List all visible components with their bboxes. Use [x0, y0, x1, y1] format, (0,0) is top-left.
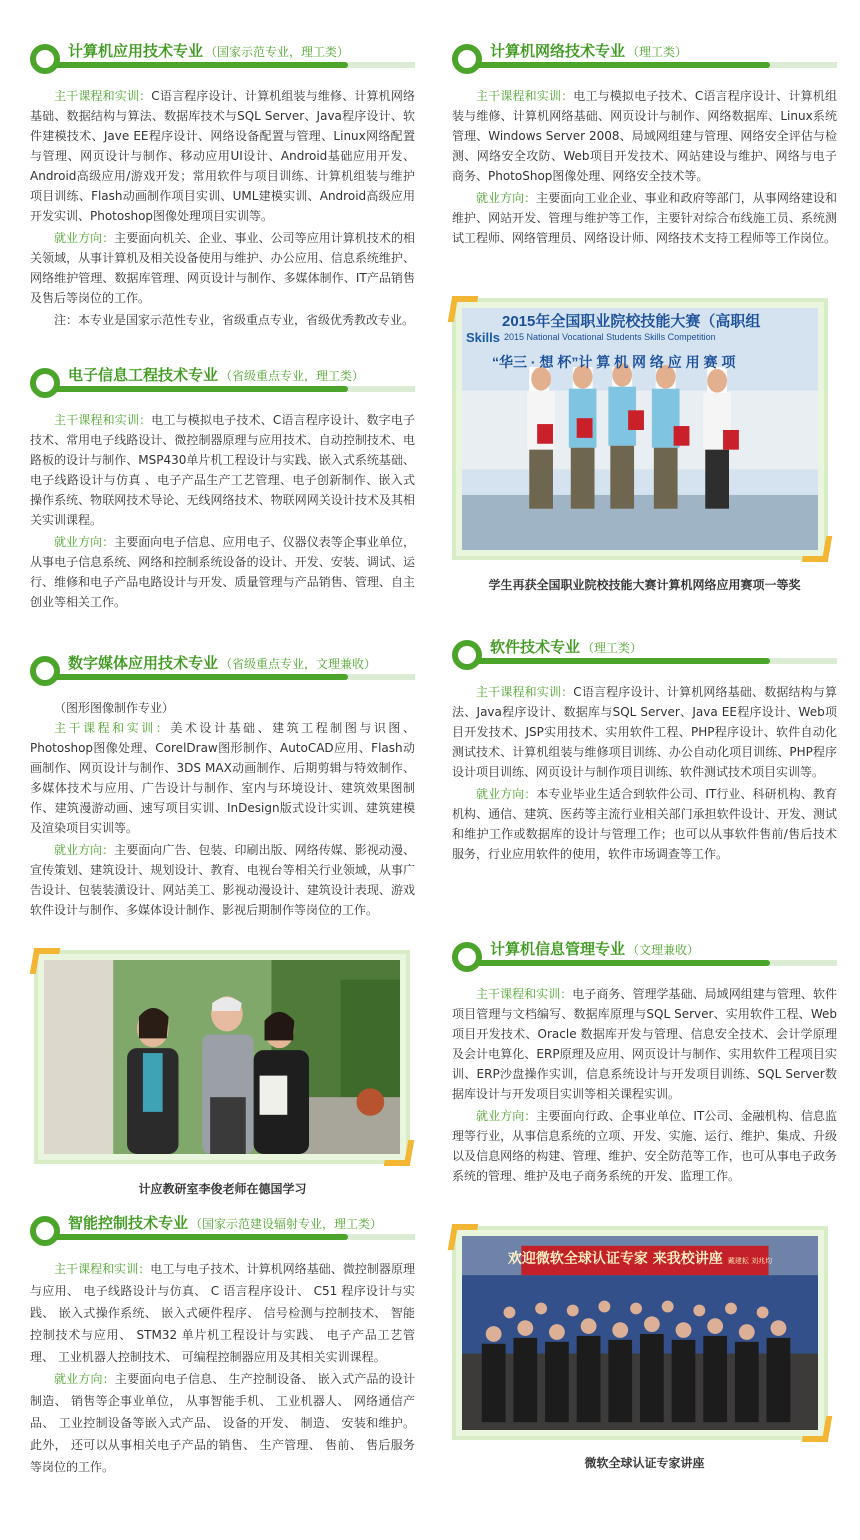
ring-icon — [452, 44, 482, 74]
section-note: （国家示范专业，理工类） — [205, 45, 350, 59]
section-heading — [30, 652, 415, 692]
section-intelligent-control — [30, 1212, 415, 1478]
section-title: 智能控制技术专业 — [68, 1214, 189, 1232]
photo-image — [462, 308, 818, 550]
photo-image — [462, 1236, 818, 1430]
ring-icon — [30, 656, 60, 686]
section-title: 软件技术专业 — [490, 638, 581, 656]
heading-bar — [470, 62, 770, 68]
job-label: 就业方向： — [54, 535, 115, 549]
job-label: 就业方向： — [54, 231, 115, 245]
competition-banner-english: 2015 National Vocational Students Skills Competition — [504, 332, 716, 342]
course-label: 主干课程和实训： — [54, 413, 152, 427]
section-note: （国家示范建设辐射专业，理工类） — [190, 1217, 383, 1231]
section-info-management — [452, 938, 837, 1186]
heading-text — [68, 652, 376, 673]
job-text: 主要面向行政、企事业单位、IT公司、金融机构、信息监理等行业，从事信息系统的立项、开发、实施、运行、维护、集成、升级以及信息网络的构建、管理、维护、安全防范等工作，也可从事电子政务系统的管理、维护及电子商务系统的开发、监理工作。 — [452, 1109, 837, 1183]
job-label: 就业方向： — [476, 191, 537, 205]
course-label: 主干课程和实训： — [54, 89, 152, 103]
note-text: 注：本专业是国家示范性专业，省级重点专业，省级优秀教改专业。 — [54, 313, 415, 327]
section-title: 计算机应用技术专业 — [68, 42, 204, 60]
section-body — [30, 698, 415, 920]
section-body — [30, 410, 415, 612]
heading-text — [490, 938, 699, 959]
ring-icon — [30, 1216, 60, 1246]
course-text: C语言程序设计、计算机组装与维修、计算机网络基础、数据结构与算法、数据库技术与SQL Server、Java程序设计、软件建模技术、Jave EE程序设计、网络设备配置与管理、Linux网络配置与管理、网页设计与制作、移动应用UI设计、Android基础应用开发、Android高级应用/游戏开发；常用软件与项目训练、计算机组装与维护项目训练、Flash动画制作项目实训、UML建模实训、Android高级应用开发实训、Photoshop图像处理项目实训等。 — [30, 89, 415, 223]
photo-microsoft-lecture — [452, 1226, 828, 1440]
section-note: （文理兼收） — [627, 943, 700, 957]
section-subtitle: （图形图像制作专业） — [54, 701, 175, 715]
section-title: 电子信息工程技术专业 — [68, 366, 219, 384]
course-label: 主干课程和实训： — [54, 721, 171, 735]
section-body — [452, 682, 837, 864]
section-body — [30, 1258, 415, 1478]
heading-text — [490, 636, 642, 657]
course-label: 主干课程和实训： — [476, 89, 574, 103]
section-digital-media — [30, 652, 415, 920]
photo-competition — [452, 298, 828, 560]
competition-banner-title: 2015年全国职业院校技能大赛（高职组 — [502, 313, 761, 330]
heading-bar — [48, 674, 348, 680]
heading-text — [68, 1212, 382, 1233]
section-heading — [30, 1212, 415, 1252]
heading-bar — [48, 386, 348, 392]
section-note: （理工类） — [582, 641, 643, 655]
course-text: C语言程序设计、计算机网络基础、数据结构与算法、Java程序设计、数据库与SQL Server、Java EE程序设计、Web项目开发技术、JSP实用技术、实用软件工程、PHP程序设计、软件自动化测试技术、计算机组装与维修项目训练、办公自动化项目训练、PHP程序设计项目训练、网页设计与制作项目训练、软件测试技术项目实训等。 — [452, 685, 837, 779]
heading-bar — [470, 960, 770, 966]
job-text: 主要面向电子信息、 生产控制设备、 嵌入式产品的设计制造、 销售等企事业单位， 从事智能手机、 工业机器人、 网络通信产品、 工业控制设备等嵌入式产品、 设备的开发、 制造、 安装和维护。 此外， 还可以从事相关电子产品的销售、 生产管理、 售前、 售后服务等岗位的工作。 — [30, 1372, 415, 1474]
section-computer-application — [30, 40, 415, 330]
heading-text — [68, 364, 364, 385]
photo-caption: 微软全球认证专家讲座 — [584, 1456, 705, 1470]
section-electronic-info — [30, 364, 415, 612]
photo-caption: 计应教研室李俊老师在德国学习 — [138, 1182, 307, 1196]
heading-bar — [48, 62, 348, 68]
section-heading — [30, 40, 415, 80]
course-label: 主干课程和实训： — [476, 987, 573, 1001]
course-label: 主干课程和实训： — [54, 1262, 151, 1276]
section-heading — [452, 40, 837, 80]
ring-icon — [452, 942, 482, 972]
section-note: （省级重点专业，文理兼收） — [220, 657, 377, 671]
section-title: 数字媒体应用技术专业 — [68, 654, 219, 672]
microsoft-banner-small: 戴建耘 刘兆均 — [727, 1257, 773, 1265]
microsoft-banner: 欢迎微软全球认证专家 来我校讲座 — [507, 1251, 723, 1267]
job-label: 就业方向： — [54, 1372, 115, 1386]
section-software — [452, 636, 837, 864]
section-body — [452, 984, 837, 1186]
ring-icon — [30, 44, 60, 74]
job-text: 主要面向工业企业、事业和政府等部门，从事网络建设和维护、网站开发、管理与维护等工作，主要针对综合布线施工员、系统测试工程师、网络管理员、网络设计师、网络技术支持工程师等工作岗位。 — [452, 191, 837, 245]
heading-bar — [48, 1234, 348, 1240]
photo-teacher-germany — [34, 950, 410, 1164]
section-title: 计算机信息管理专业 — [490, 940, 626, 958]
section-heading — [452, 636, 837, 676]
ring-icon — [30, 368, 60, 398]
section-note: （理工类） — [627, 45, 688, 59]
job-text: 主要面向机关、企业、事业、公司等应用计算机技术的相关领域，从事计算机及相关设备使用与维护、办公应用、信息系统维护、网络维护管理、数据库管理、网页设计与制作、多媒体制作、IT产品销售及售后等岗位的工作。 — [30, 231, 415, 305]
section-body — [30, 86, 415, 330]
competition-logo: Skills — [466, 330, 500, 345]
section-body — [452, 86, 837, 248]
competition-banner-event: “华三 · 想 杯”计 算 机 网 络 应 用 赛 项 — [492, 354, 736, 370]
section-title: 计算机网络技术专业 — [490, 42, 626, 60]
job-label: 就业方向： — [476, 787, 537, 801]
job-label: 就业方向： — [476, 1109, 537, 1123]
section-computer-network — [452, 40, 837, 248]
section-note: （省级重点专业，理工类） — [220, 369, 365, 383]
heading-text — [490, 40, 687, 61]
job-label: 就业方向： — [54, 843, 115, 857]
job-text: 主要面向广告、包装、印刷出版、网络传媒、影视动漫、宣传策划、建筑设计、规划设计、教育、电视台等相关行业领域，从事广告设计、包装装潢设计、网站美工、影视动漫设计、建筑设计表现、游戏软件设计与制作、多媒体设计制作、影视后期制作等岗位的工作。 — [30, 843, 415, 917]
job-text: 本专业毕业生适合到软件公司、IT行业、科研机构、教育机构、通信、建筑、医药等主流行业相关部门承担软件设计、开发、测试和维护工作或数据库的设计与管理工作；也可以从事软件售前/售后技术服务，行业应用软件的使用，软件市场调查等工作。 — [452, 787, 837, 861]
job-text: 主要面向电子信息、应用电子、仪器仪表等企事业单位，从事电子信息系统、网络和控制系统设备的设计、开发、安装、调试、运行、维修和电子产品电路设计与开发、质量管理与产品销售、管理、自主创业等相关工作。 — [30, 535, 415, 609]
heading-bar — [470, 658, 770, 664]
course-label: 主干课程和实训： — [476, 685, 574, 699]
section-heading — [452, 938, 837, 978]
course-text: 美术设计基础、建筑工程制图与识图、Photoshop图像处理、CorelDraw图形制作、AutoCAD应用、Flash动画制作、网页设计与制作、3DS MAX动画制作、后期剪辑与特效制作、多媒体技术与应用、广告设计与制作、室内与环境设计、建筑效果图制作、建筑漫游动画、速写项目实训、InDesign版式设计实训、建筑建模及渲染项目实训等。 — [30, 721, 415, 835]
heading-text — [68, 40, 349, 61]
course-text: 电工与模拟电子技术、C语言程序设计、计算机组装与维修、计算机网络基础、网页设计与制作、网络数据库、Linux系统管理、Windows Server 2008、局域网组建与管理、网络安全评估与检测、网络安全攻防、Web项目开发技术、网站建设与维护、网络与电子商务、PhotoShop图像处理、网络安全技术等。 — [452, 89, 837, 183]
photo-image — [44, 960, 400, 1154]
ring-icon — [452, 640, 482, 670]
course-text: 电工与电子技术、计算机网络基础、微控制器原理与应用、 电子线路设计与仿真、 C 语言程序设计、 C51 程序设计与实践、 嵌入式操作系统、 嵌入式硬件程序、 信号检测与控制技术、 智能控制技术与应用、 STM32 单片机工程设计与实践、 电子产品工艺管理、 工业机器人控制技术、 可编程控制器应用及其相关实训课程。 — [30, 1262, 415, 1364]
photo-caption: 学生再获全国职业院校技能大赛计算机网络应用赛项一等奖 — [488, 578, 801, 592]
course-text: 电子商务、管理学基础、局域网组建与管理、软件项目管理与文档编写、数据库原理与SQL Server、实用软件工程、Web项目开发技术、Oracle 数据库开发与管理、信息安全技术、会计学原理及会计电算化、ERP原理及应用、网页设计与制作、实用软件工程项目实训、ERP沙盘操作实训，信息系统设计与开发项目训练、SQL Server数据库设计与开发项目实训等相关课程实训。 — [452, 987, 837, 1101]
section-heading — [30, 364, 415, 404]
course-text: 电工与模拟电子技术、C语言程序设计、数字电子技术、常用电子线路设计、微控制器原理与应用技术、自动控制技术、电路板的设计与制作、MSP430单片机工程设计与实践、嵌入式系统基础、电子线路设计与仿真 、电子产品生产工艺管理、电子创新制作、嵌入式操作系统、物联网技术导论、无线网络技术、物联网网关设计技术及其相关实训课程。 — [30, 413, 415, 527]
